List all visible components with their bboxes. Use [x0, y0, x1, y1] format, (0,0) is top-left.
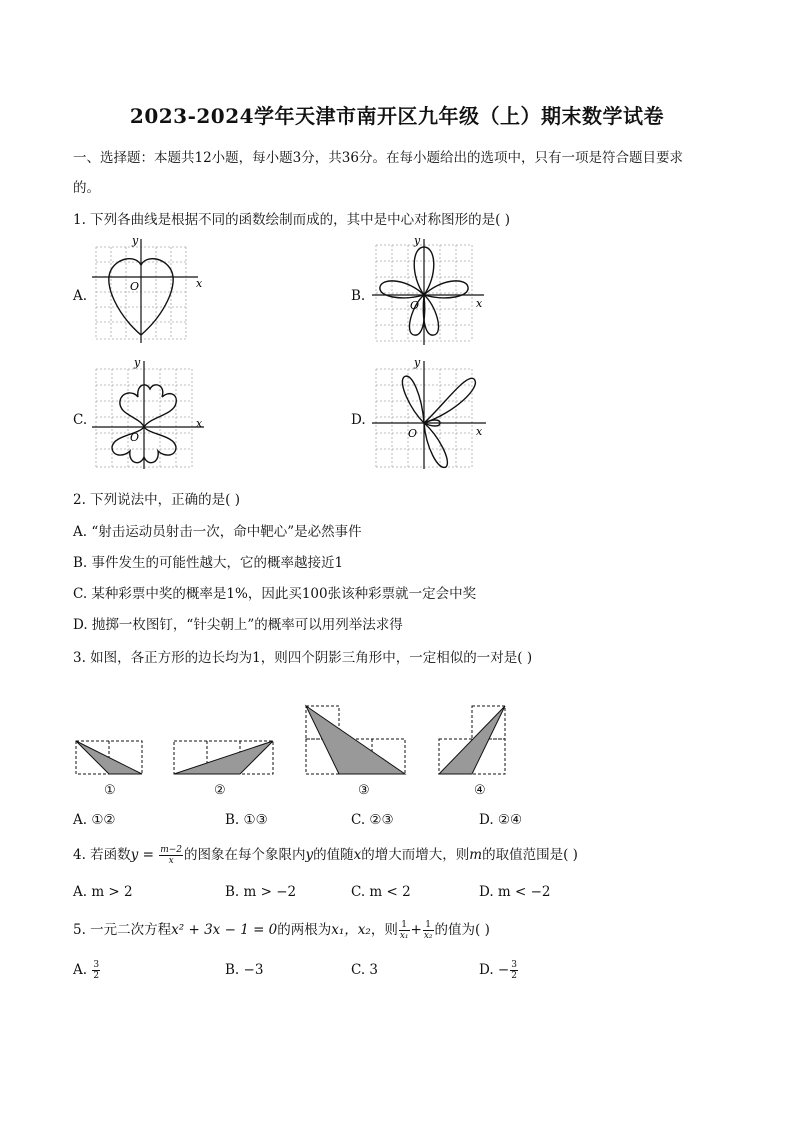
q3-label-3: ③ — [358, 783, 370, 798]
q5-option-a-label: A. — [73, 962, 88, 978]
q3-option-a: A. ①② — [73, 812, 116, 828]
q5-option-c: C. 3 — [351, 962, 379, 978]
q4-fraction-numerator: m−2 — [160, 845, 183, 855]
q5-fraction-2-denominator: x₂ — [423, 931, 433, 941]
q3-figure-4 — [433, 700, 513, 780]
q4-stem — [73, 843, 578, 866]
q5-option-d-fraction — [510, 960, 518, 981]
q1-stem: 1. 下列各曲线是根据不同的函数绘制而成的，其中是中心对称图形的是( ) — [73, 212, 510, 228]
q5-option-d-label: D. − — [479, 962, 510, 978]
q3-label-1: ① — [104, 783, 116, 798]
q5-option-a-denominator: 2 — [93, 971, 100, 981]
origin-label: O — [408, 427, 418, 440]
q5-roots: x₁，x₂ — [331, 922, 371, 938]
q5-equation: x² + 3x − 1 = 0 — [171, 922, 278, 938]
q5-option-a-fraction — [92, 960, 100, 981]
q3-figure-1 — [70, 735, 148, 780]
q1-graph-d — [370, 357, 490, 471]
q1-option-a-label: A. — [73, 288, 88, 304]
origin-label: O — [130, 280, 140, 293]
q4-var-y-2: y — [305, 847, 314, 863]
q4-var-x: x — [353, 847, 362, 863]
q5-stem-prefix: 5. 一元二次方程 — [73, 922, 172, 938]
q4-option-d: D. m < −2 — [479, 884, 551, 900]
q3-option-d: D. ②④ — [479, 812, 523, 828]
q3-option-c: C. ②③ — [351, 812, 394, 828]
q5-option-a — [73, 960, 101, 981]
axis-x-label: x — [476, 425, 483, 438]
axis-y-label: y — [414, 357, 421, 369]
q3-stem: 3. 如图，各正方形的边长均为1，则四个阴影三角形中，一定相似的一对是( ) — [73, 650, 533, 666]
q1-option-c-label: C. — [73, 412, 88, 428]
q4-fraction — [159, 845, 183, 866]
q2-option-b: B. 事件发生的可能性越大，它的概率越接近1 — [73, 555, 344, 571]
q3-label-2: ② — [214, 783, 226, 798]
q1-option-b-label: B. — [351, 288, 366, 304]
q4-option-b: B. m > −2 — [225, 884, 297, 900]
axis-x-label: x — [196, 277, 203, 290]
q1-option-d-label: D. — [351, 412, 366, 428]
axis-y-label: y — [132, 235, 139, 247]
q5-stem-then: ，则 — [370, 922, 398, 938]
q5-option-d — [479, 960, 519, 981]
q5-fraction-1-denominator: x₁ — [399, 931, 409, 941]
q4-stem-mid3: 的增大而增大，则 — [361, 847, 470, 863]
q1-graph-b — [370, 235, 490, 347]
q3-figure-3 — [300, 700, 412, 780]
q5-option-d-numerator: 3 — [511, 960, 517, 970]
q5-fraction-1-numerator: 1 — [399, 920, 410, 931]
q5-plus: + — [410, 922, 422, 938]
q5-option-a-numerator: 3 — [93, 960, 100, 970]
q4-option-c: C. m < 2 — [351, 884, 411, 900]
q2-option-d: D. 抛掷一枚图钉，“针尖朝上”的概率可以用列举法求得 — [73, 617, 403, 633]
axis-x-label: x — [196, 417, 203, 430]
q5-option-d-denominator: 2 — [511, 971, 517, 981]
q4-stem-prefix: 4. 若函数 — [73, 847, 131, 863]
page-title: 2023-2024学年天津市南开区九年级（上）期末数学试卷 — [129, 104, 665, 128]
q2-option-c: C. 某种彩票中奖的概率是1%，因此买100张该种彩票就一定会中奖 — [73, 586, 477, 602]
origin-label: O — [410, 299, 420, 312]
q5-fraction-1 — [399, 920, 410, 941]
q4-stem-suffix: 的取值范围是( ) — [482, 847, 578, 863]
axis-y-label: y — [134, 357, 141, 369]
q5-stem-suffix: 的值为( ) — [434, 922, 490, 938]
q5-fraction-2-numerator: 1 — [423, 920, 434, 931]
axis-y-label: y — [414, 235, 421, 247]
q1-graph-a — [88, 235, 208, 347]
q4-option-a: A. m > 2 — [73, 884, 133, 900]
q5-stem-mid: 的两根为 — [277, 922, 332, 938]
q3-label-4: ④ — [474, 783, 486, 798]
q4-var-m: m — [469, 847, 483, 863]
q2-stem: 2. 下列说法中，正确的是( ) — [73, 492, 240, 508]
q2-option-a: A. “射击运动员射击一次，命中靶心”是必然事件 — [73, 524, 362, 540]
q4-fraction-denominator: x — [168, 856, 174, 866]
origin-label: O — [130, 431, 140, 444]
q4-stem-mid2: 的值随 — [313, 847, 354, 863]
q5-stem — [73, 918, 490, 941]
q4-equals: = — [138, 847, 159, 863]
q4-var-y: y — [130, 847, 139, 863]
q3-figure-2 — [168, 735, 280, 780]
q5-option-b: B. −3 — [225, 962, 264, 978]
section-instruction: 一、选择题：本题共12小题，每小题3分，共36分。在每小题给出的选项中，只有一项是符合题目要求 — [73, 150, 683, 166]
section-instruction-cont: 的。 — [73, 180, 100, 196]
axis-x-label: x — [476, 297, 483, 310]
q3-option-b: B. ①③ — [225, 812, 268, 828]
q5-fraction-2 — [423, 920, 434, 941]
q4-stem-mid1: 的图象在每个象限内 — [184, 847, 306, 863]
q1-graph-c — [88, 357, 208, 471]
